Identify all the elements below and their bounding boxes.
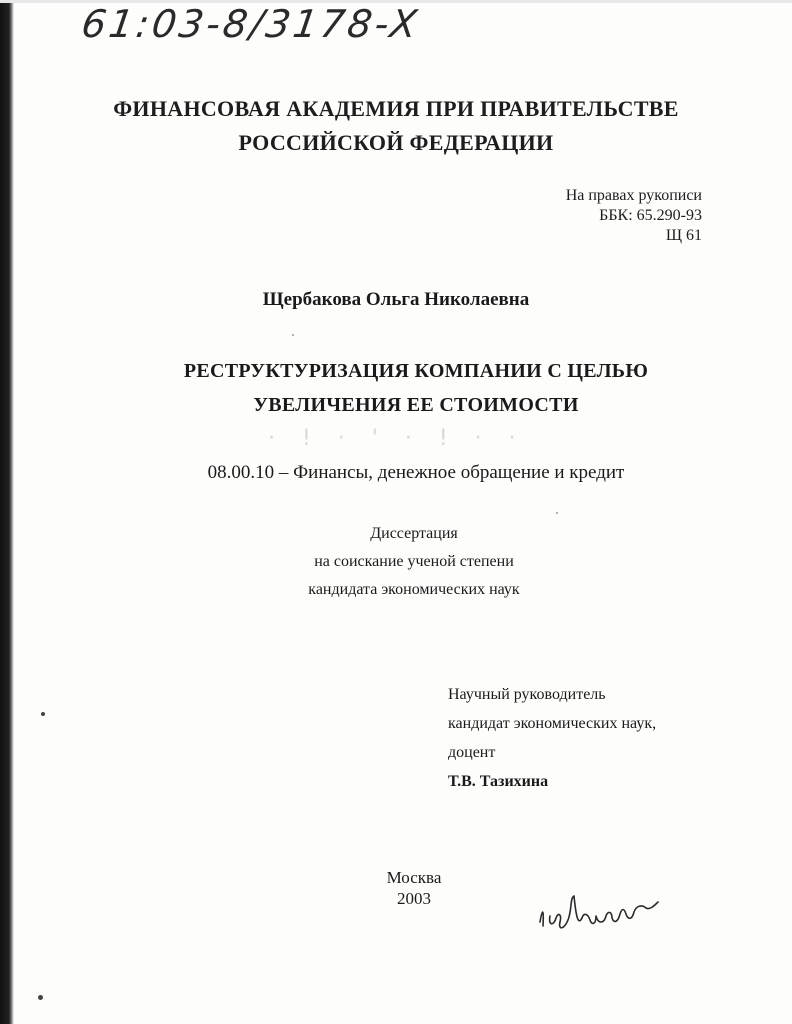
- handwritten-signature: [534, 886, 664, 941]
- scan-speck: [38, 995, 43, 1000]
- institution-line-2: РОССИЙСКОЙ ФЕДЕРАЦИИ: [238, 130, 554, 155]
- supervisor-block: [448, 680, 656, 796]
- city: Москва: [386, 868, 442, 887]
- city-year-block: [18, 867, 792, 909]
- title-line-1: РЕСТРУКТУРИЗАЦИЯ КОМПАНИИ С ЦЕЛЬЮ: [183, 360, 649, 382]
- degree-line-2: на соискание ученой степени: [314, 553, 514, 570]
- dissertation-degree-block: [18, 520, 792, 604]
- supervisor-name: Т.В. Тазихина: [448, 773, 549, 790]
- scan-speck: [556, 512, 558, 514]
- rights-line-1: На правах рукописи: [565, 187, 702, 204]
- title-line-2: УВЕЛИЧЕНИЯ ЕЕ СТОИМОСТИ: [253, 394, 579, 416]
- institution-name: [0, 92, 792, 160]
- dissertation-title: [20, 354, 792, 422]
- supervisor-rank: доцент: [448, 744, 496, 761]
- degree-line-3: кандидата экономических наук: [308, 581, 520, 598]
- institution-line-1: ФИНАНСОВАЯ АКАДЕМИЯ ПРИ ПРАВИТЕЛЬСТВЕ: [113, 96, 679, 121]
- bbk-code: ББК: 65.290-93: [599, 207, 702, 224]
- supervisor-role: Научный руководитель: [448, 686, 606, 703]
- supervisor-degree: кандидат экономических наук,: [448, 715, 657, 732]
- author-name: Щербакова Ольга Николаевна: [262, 289, 530, 310]
- specialty-code: 08.00.10 – Финансы, денежное обращение и кредит: [207, 462, 625, 483]
- signature-scribble-icon: [534, 886, 664, 936]
- year: 2003: [397, 889, 431, 908]
- scan-speck: [41, 712, 45, 716]
- faint-stamp-mark: · ! · ' · ! · ·: [268, 426, 526, 451]
- degree-line-1: Диссертация: [370, 525, 458, 542]
- scan-speck: [292, 334, 294, 336]
- manuscript-rights-block: [566, 186, 702, 246]
- handwritten-archive-code: 61:03-8/3178-X: [78, 2, 423, 46]
- author-mark: Щ 61: [665, 227, 702, 244]
